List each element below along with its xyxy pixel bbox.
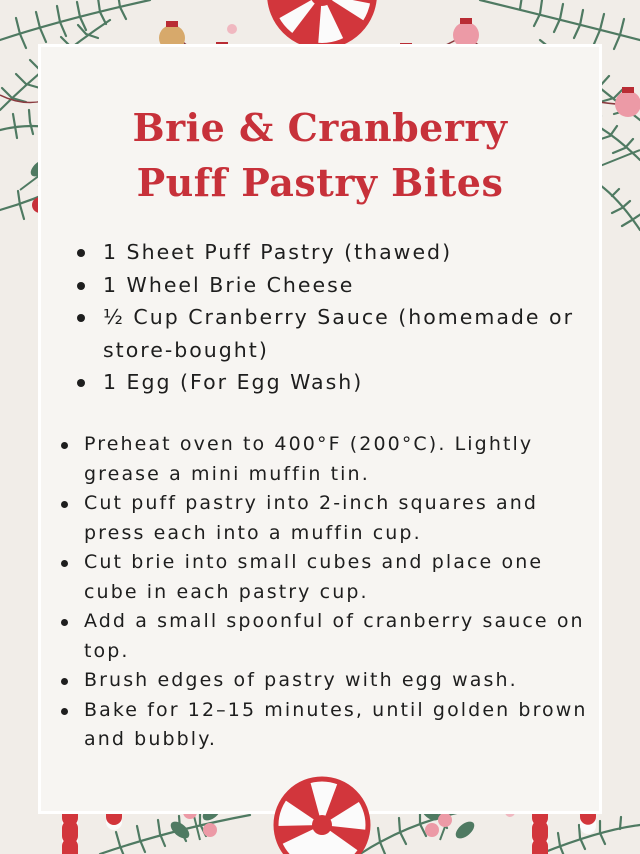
instruction-step: Cut puff pastry into 2-inch squares and press each into a muffin cup. — [60, 489, 590, 548]
recipe-title-line-2: Puff Pastry Bites — [136, 160, 504, 205]
instructions-list — [60, 430, 590, 755]
instruction-step: Cut brie into small cubes and place one cube in each pastry cup. — [60, 548, 590, 607]
peppermint-candy-icon — [276, 779, 368, 854]
ingredient-item: 1 Egg (For Egg Wash) — [76, 366, 596, 399]
instruction-step: Bake for 12–15 minutes, until golden brown and bubbly. — [60, 696, 590, 755]
ingredient-item: ½ Cup Cranberry Sauce (homemade or store-bought) — [76, 301, 596, 366]
ingredient-item: 1 Wheel Brie Cheese — [76, 269, 596, 302]
instruction-step: Preheat oven to 400°F (200°C). Lightly grease a mini muffin tin. — [60, 430, 590, 489]
instruction-step: Brush edges of pastry with egg wash. — [60, 666, 590, 696]
ingredients-list — [76, 236, 596, 399]
ingredient-item: 1 Sheet Puff Pastry (thawed) — [76, 236, 596, 269]
recipe-title-line-1: Brie & Cranberry — [132, 105, 508, 150]
instruction-step: Add a small spoonful of cranberry sauce on top. — [60, 607, 590, 666]
